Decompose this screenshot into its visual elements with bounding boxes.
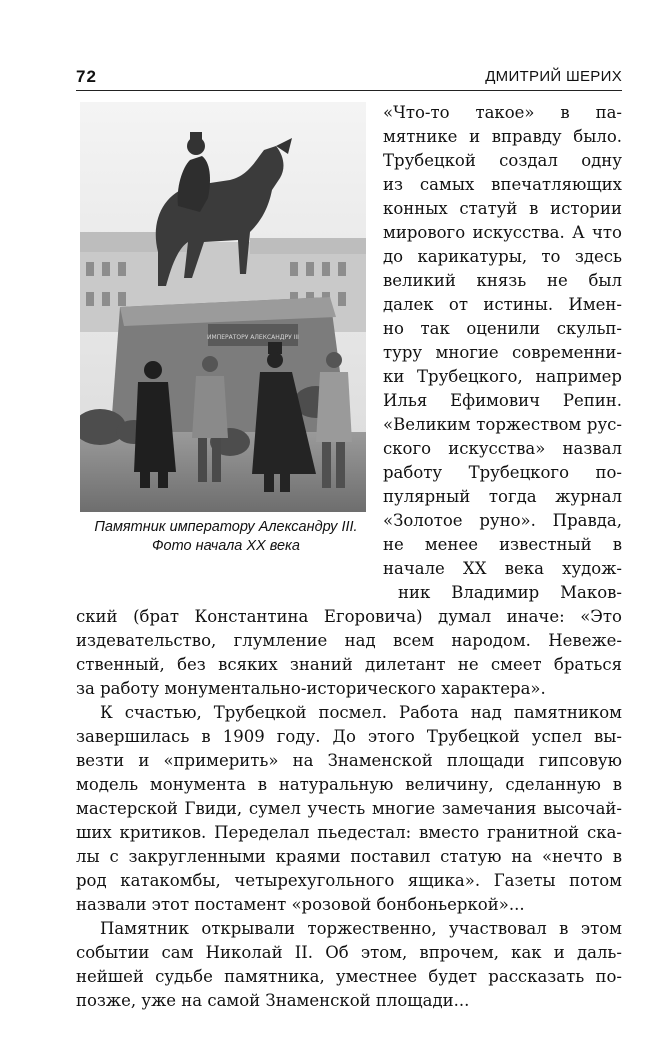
text-line: событии сам Николай II. Об этом, впрочем, как и даль-: [76, 943, 622, 962]
text-line: позже, уже на самой Знаменской площади...: [76, 991, 470, 1010]
text-line: «Золотое руно». Правда,: [383, 511, 622, 530]
text-line: Илья Ефимович Репин.: [383, 391, 622, 410]
text-line: Трубецкой создал одну: [383, 151, 622, 170]
text-line: мятнике и вправду было.: [383, 127, 622, 146]
photo-caption: [76, 518, 376, 556]
text-line: «Великим торжеством рус-: [383, 415, 622, 434]
page-number: 72: [76, 67, 97, 86]
text-line: К счастью, Трубецкой посмел. Работа над памятником: [100, 703, 622, 722]
monument-photo: [80, 102, 366, 512]
text-line: до карикатуры, то здесь: [383, 247, 622, 266]
text-line: начале XX века худож-: [383, 559, 622, 578]
text-line: завершилась в 1909 году. До этого Трубецкой успел вы-: [76, 727, 622, 746]
caption-line: Фото начала XX века: [152, 538, 300, 554]
text-line: ственный, без всяких знаний дилетант не смеет браться: [76, 655, 622, 674]
text-line: великий князь не был: [383, 271, 622, 290]
text-line: Памятник открывали торжественно, участвовал в этом: [100, 919, 622, 938]
text-line: из самых впечатляющих: [383, 175, 622, 194]
running-header: [76, 66, 622, 91]
text-line: «Что-то такое» в па-: [383, 103, 622, 122]
text-line: ник Владимир Маков-: [398, 583, 622, 602]
text-line: назвали этот постамент «розовой бонбоньеркой»...: [76, 895, 525, 914]
text-line: ского искусства» назвал: [383, 439, 622, 458]
text-line: туру многие современни-: [383, 343, 622, 362]
text-line: модель монумента в натуральную величину, сделанную в: [76, 775, 622, 794]
text-line: лы с закругленными краями поставил статую на «нечто в: [76, 847, 622, 866]
text-line: нейшей судьбе памятника, уместнее будет рассказать по-: [76, 967, 622, 986]
text-line: издевательство, глумление над всем народом. Невеже-: [76, 631, 622, 650]
text-line: далек от истины. Имен-: [383, 295, 622, 314]
text-line: но так оценили скульп-: [383, 319, 622, 338]
text-line: за работу монументально-исторического характера».: [76, 679, 546, 698]
text-line: везти и «примерить» на Знаменской площади гипсовую: [76, 751, 622, 770]
text-line: ших критиков. Переделал пьедестал: вместо гранитной ска-: [76, 823, 622, 842]
text-line: мирового искусства. А что: [383, 223, 622, 242]
running-head-author: ДМИТРИЙ ШЕРИХ: [485, 68, 622, 85]
text-line: работу Трубецкого по-: [383, 463, 622, 482]
text-line: не менее известный в: [383, 535, 622, 554]
text-line: ский (брат Константина Егоровича) думал иначе: «Это: [76, 607, 622, 626]
text-line: ки Трубецкого, например: [383, 367, 622, 386]
caption-line: Памятник императору Александру III.: [94, 519, 358, 535]
text-line: конных статуй в истории: [383, 199, 622, 218]
text-line: пулярный тогда журнал: [383, 487, 622, 506]
text-line: мастерской Гвиди, сумел учесть многие замечания высочай-: [76, 799, 622, 818]
text-line: род катакомбы, четырехугольного ящика». Газеты потом: [76, 871, 622, 890]
pedestal-inscription: ИМПЕРАТОРУ АЛЕКСАНДРУ III: [207, 334, 299, 341]
